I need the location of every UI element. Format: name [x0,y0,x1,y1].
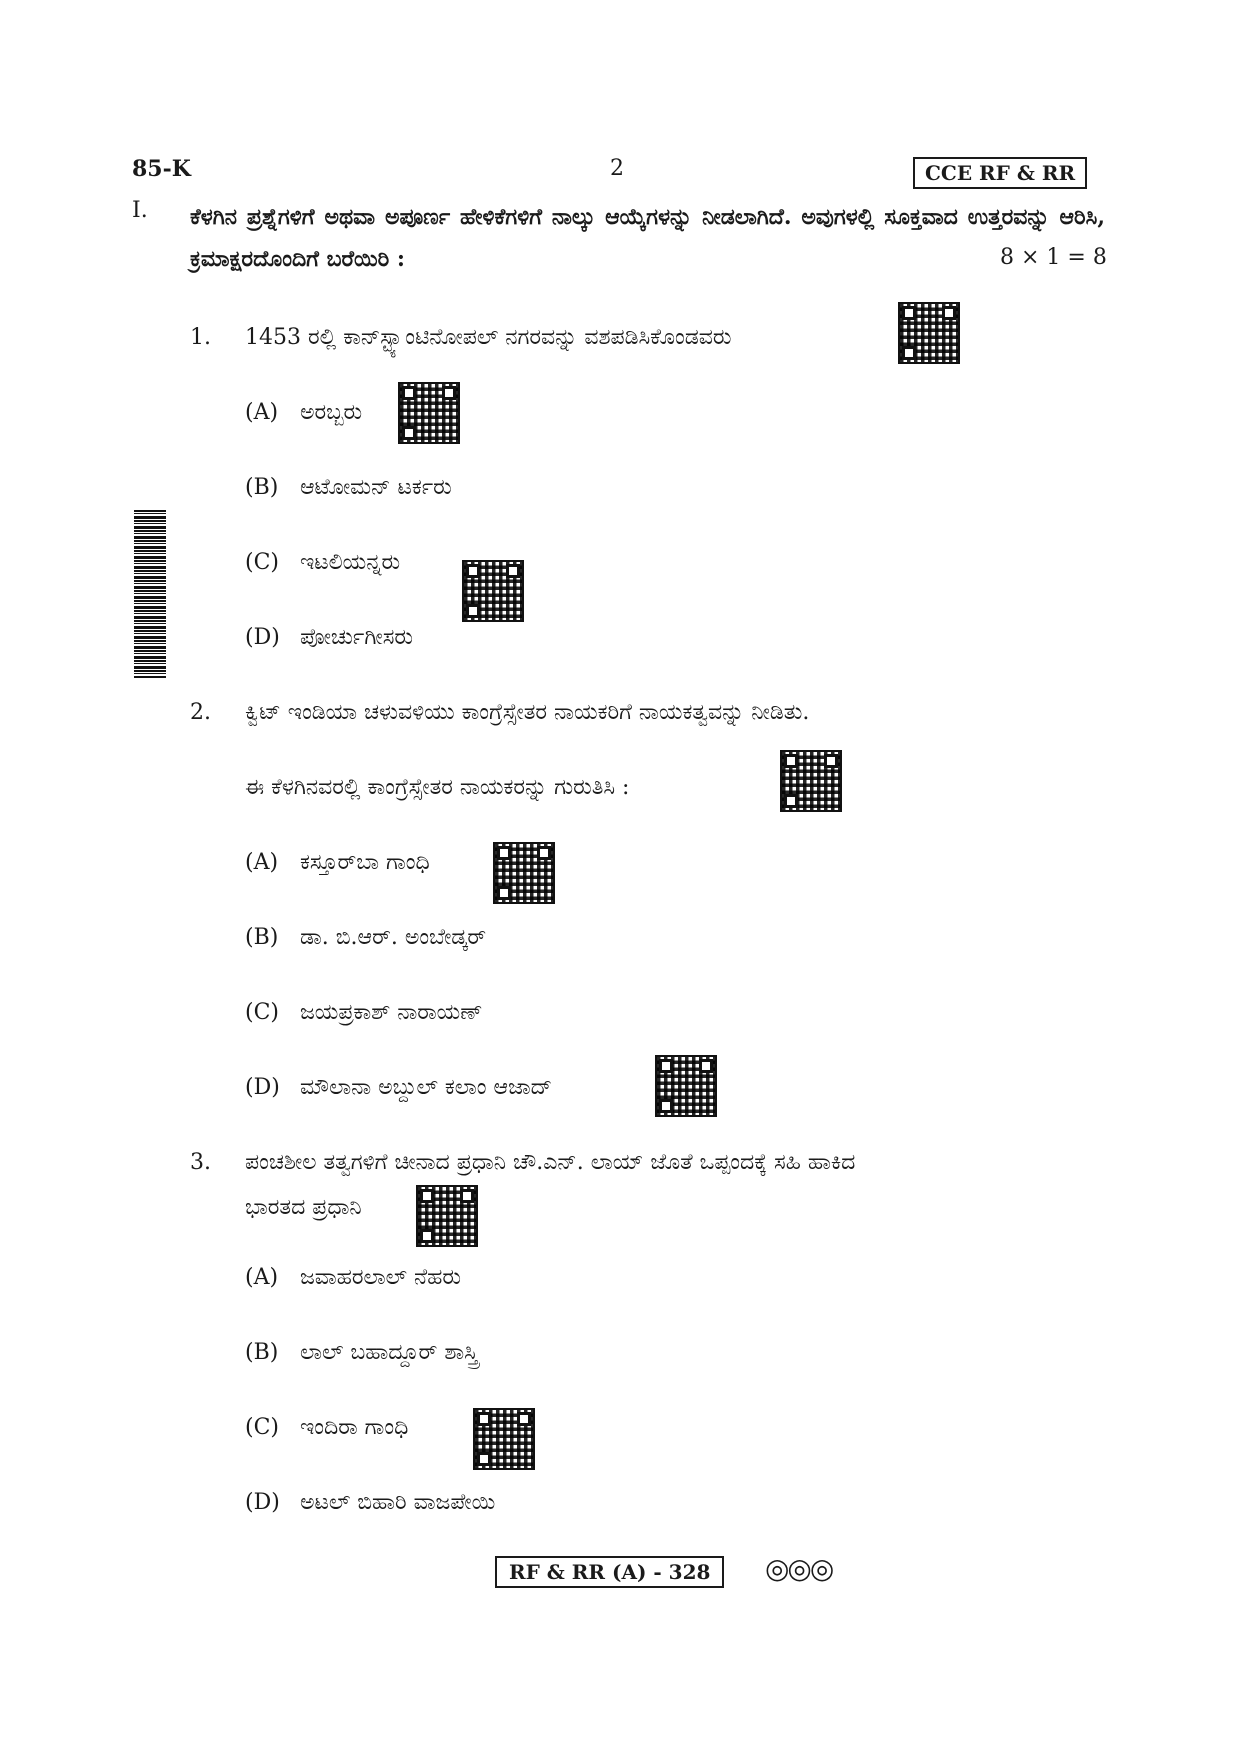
option-text: ಇಟಲಿಯನ್ನರು [300,550,401,575]
page-number: 2 [610,156,624,181]
option-label: (C) [245,1000,279,1025]
option-text: ಇಂದಿರಾ ಗಾಂಧಿ [300,1415,409,1440]
option-text: ಜಯಪ್ರಕಾಶ್ ನಾರಾಯಣ್ [300,1000,483,1025]
footer-label-box: RF & RR (A) - 328 [495,1556,724,1588]
qr-code-icon [898,302,960,364]
option-label: (A) [245,1265,279,1290]
option-label: (C) [245,550,279,575]
option-label: (D) [245,625,280,650]
question-text: 1453 ರಲ್ಲಿ ಕಾನ್‌ಸ್ಟ್ಯಾಂಟಿನೋಪಲ್ ನಗರವನ್ನು ವಶಪಡಿಸಿಕೊಂಡವರು [245,325,732,350]
qr-code-icon [398,382,460,444]
question-number: 1. [190,325,211,350]
section-marks: 8 × 1 = 8 [1000,245,1107,270]
option-label: (D) [245,1490,280,1515]
qr-code-icon [493,842,555,904]
qr-code-icon [655,1055,717,1117]
question-number: 3. [190,1150,211,1175]
question-text: ಕ್ವಿಟ್ ಇಂಡಿಯಾ ಚಳುವಳಿಯು ಕಾಂಗ್ರೆಸ್ಸೇತರ ನಾಯಕರಿಗೆ ನಾಯಕತ್ವವನ್ನು ನೀಡಿತು. [245,700,810,725]
qr-code-icon [462,560,524,622]
option-text: ಅರಬ್ಬರು [300,400,363,425]
target-symbols-icon: ◎◎◎ [765,1552,833,1585]
option-label: (A) [245,850,279,875]
barcode-icon [134,510,166,678]
option-text: ಲಾಲ್ ಬಹಾದ್ದೂರ್ ಶಾಸ್ತ್ರಿ [300,1340,479,1365]
option-label: (D) [245,1075,280,1100]
question-number: 2. [190,700,211,725]
question-text: ಪಂಚಶೀಲ ತತ್ವಗಳಿಗೆ ಚೀನಾದ ಪ್ರಧಾನಿ ಚೌ.ಎನ್. ಲಾಯ್ ಜೊತೆ ಒಪ್ಪಂದಕ್ಕೆ ಸಹಿ ಹಾಕಿದ [245,1150,856,1175]
option-text: ಪೋರ್ಚುಗೀಸರು [300,625,414,650]
qr-code-icon [416,1185,478,1247]
section-instruction: ಕೆಳಗಿನ ಪ್ರಶ್ನೆಗಳಿಗೆ ಅಥವಾ ಅಪೂರ್ಣ ಹೇಳಿಕೆಗಳಿಗೆ ನಾಲ್ಕು ಆಯ್ಕೆಗಳನ್ನು ನೀಡಲಾಗಿದೆ. ಅವುಗಳಲ್ಲಿ ಸೂಕ್ತವಾದ ಉತ್ತರವನ್ನು ಆರಿಸಿ, ಕ್ರಮಾಕ್ಷರದೊಂದಿಗೆ ಬರೆಯಿರಿ : [190,204,1105,272]
option-text: ಆಟೋಮನ್ ಟರ್ಕರು [300,475,452,500]
option-label: (B) [245,925,279,950]
qr-code-icon [780,750,842,812]
option-text: ಅಟಲ್ ಬಿಹಾರಿ ವಾಜಪೇಯಿ [300,1490,496,1515]
paper-code: 85-K [132,156,191,182]
option-label: (B) [245,475,279,500]
option-label: (B) [245,1340,279,1365]
exam-label-box: CCE RF & RR [913,157,1087,189]
option-text: ಜವಾಹರಲಾಲ್ ನೆಹರು [300,1265,461,1290]
option-text: ಮೌಲಾನಾ ಅಬ್ದುಲ್ ಕಲಾಂ ಆಜಾದ್ [300,1075,552,1100]
option-label: (A) [245,400,279,425]
question-subtext: ಈ ಕೆಳಗಿನವರಲ್ಲಿ ಕಾಂಗ್ರೆಸ್ಸೇತರ ನಾಯಕರನ್ನು ಗುರುತಿಸಿ : [245,775,630,800]
option-text: ಡಾ. ಬಿ.ಆರ್. ಅಂಬೇಡ್ಕರ್ [300,925,487,950]
section-number: I. [132,198,148,223]
option-text: ಕಸ್ತೂರ್‌ಬಾ ಗಾಂಧಿ [300,850,430,875]
qr-code-icon [473,1408,535,1470]
option-label: (C) [245,1415,279,1440]
question-text-line2: ಭಾರತದ ಪ್ರಧಾನಿ [245,1195,362,1220]
